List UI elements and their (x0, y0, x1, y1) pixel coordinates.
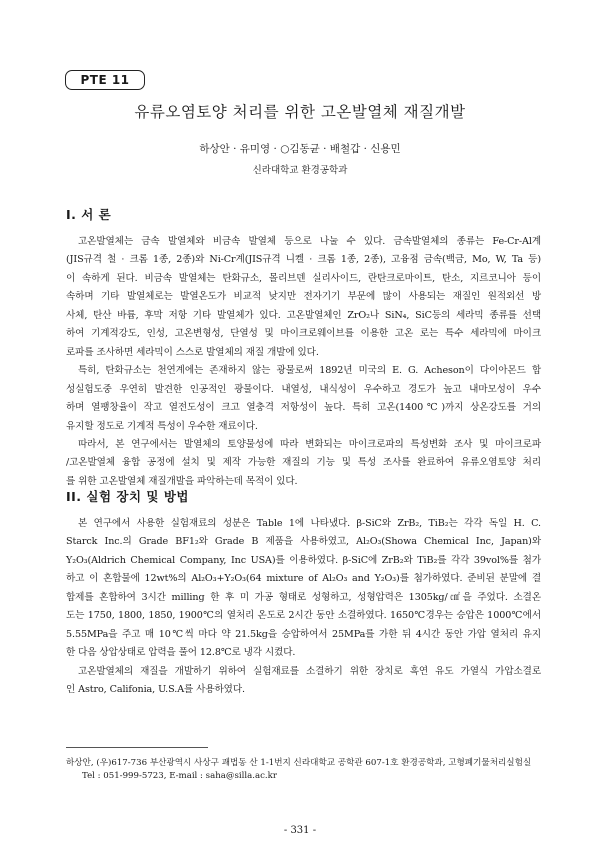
body-line: 이 속하게 된다. 비금속 발열체는 탄화규소, 몰리브덴 실리사이드, 란탄크로마이트, 탄소, 지르코니아 등이 (66, 272, 541, 284)
section-heading-introduction: I. 서 론 (66, 207, 112, 222)
author-list: 하상안 · 유미영 · ○김동균 · 배철갑 · 신용민 (199, 143, 401, 155)
body-line: 고온발열체의 재질을 개발하기 위하여 실험재료를 소결하기 위한 장치로 흑연 유도 가열식 가압소결로 (78, 665, 541, 677)
page-number: - 331 - (283, 825, 317, 836)
body-line: 특히, 탄화규소는 천연계에는 존재하지 않는 광물로써 1892년 미국의 E. G. Acheson이 다이아몬드 합 (78, 365, 541, 377)
body-line: Starck Inc.의 Grade BF1₂와 Grade B 제품을 사용하였고, Al₂O₃(Showa Chemical Inc, Japan)와 (66, 536, 541, 548)
body-line: 로파를 조사하면 세라믹이 스스로 발열체의 재질 개발에 있다. (66, 346, 319, 358)
body-line: 따라서, 본 연구에서는 발열체의 토양물성에 따라 변화되는 마이크로파의 특성변화 조사 및 마이크로파 (78, 438, 541, 450)
body-line: 합제를 혼합하여 3시간 milling 한 후 미 가공 형태로 성형하고, 성형압력은 1305kg/㎠을 주었다. 소결온 (66, 591, 541, 603)
footnote-address: 하상안, (우)617-736 부산광역시 사상구 괘법동 산 1-1번지 신라대학교 공학관 607-1호 환경공학과, 고형폐기물처리실험실 (66, 758, 532, 768)
body-line: 본 연구에서 사용한 실험재료의 성분은 Table 1에 나타냈다. β-SiC와 ZrB₂, TiB₂는 각각 독일 H. C. (78, 518, 541, 529)
body-line: 하고 이 혼합물에 12wt%의 Al₂O₃+Y₂O₃(64 mixture of Al₂O₃ and Y₂O₃)를 첨가하였다. 준비된 분말에 결 (66, 573, 541, 585)
paper-title: 유류오염토양 처리를 위한 고온발열체 재질개발 (134, 103, 466, 121)
body-line: 하여 기계적강도, 인성, 고온변형성, 단열성 및 마이크로웨이브를 이용한 고온 로는 특수 세라믹에 마이크 (66, 328, 541, 340)
affiliation: 신라대학교 환경공학과 (252, 165, 348, 176)
body-line: /고온발열체 융합 공정에 설치 및 제작 가능한 재질의 기능 및 특성 조사를 완료하여 유류오염토양 처리 (66, 457, 541, 469)
body-line: 하며 열팽창율이 작고 열전도성이 크고 열충격 저항성이 높다. 특히 고온(1400℃)까지 상온강도를 거의 (66, 402, 541, 414)
body-line: 5.55MPa을 주고 매 10℃씩 마다 약 21.5kg을 승압하여서 25MPa를 가한 뒤 4시간 동안 가압 열처리 유지 (66, 628, 541, 640)
body-line: (JIS규격 철 · 크롬 1종, 2종)와 Ni-Cr계(JIS규격 니켈 · 크롬 1종, 2종), 고융점 금속(백금, Mo, W, Ta 등) (66, 254, 541, 266)
body-line: 사체, 탄산 바륨, 후막 저항 기타 발열체가 있다. 고온발열체인 ZrO₂나 SiN₄, SiC등의 세라믹 종류를 선택 (66, 309, 541, 321)
body-line: 속하며 기타 발열체로는 발열온도가 비교적 낮지만 전자기기 부문에 많이 사용되는 재질인 원적외선 방 (66, 291, 541, 303)
body-line: 성실험도중 우연히 발견한 인공적인 광물이다. 내열성, 내식성이 우수하고 경도가 높고 내마모성이 우수 (66, 383, 541, 395)
body-line: 고온발열체는 금속 발열체와 비금속 발열체 등으로 나눌 수 있다. 금속발열체의 종류는 Fe-Cr-Al계 (78, 236, 541, 247)
methods-body (66, 515, 541, 700)
footnote-divider (66, 747, 208, 748)
section-heading-methods: II. 실험 장치 및 방법 (66, 489, 189, 504)
body-line: 유지할 정도로 기계적 특성이 우수한 재료이다. (66, 420, 258, 432)
footnote-contact: Tel : 051-999-5723, E-mail : saha@silla.ac.kr (82, 771, 277, 781)
paper-code-badge: PTE 11 (65, 70, 145, 90)
body-line: 도는 1750, 1800, 1850, 1900℃의 열처리 온도로 2시간 동안 소결하였다. 1650℃경우는 승압은 1000℃에서 (66, 610, 541, 622)
body-line: 를 위한 고온발열체 재질개발을 파악하는데 목적이 있다. (66, 475, 298, 487)
introduction-body (66, 233, 541, 491)
body-line: Y₂O₃(Aldrich Chemical Company, Inc USA)를 이용하였다. β-SiC에 ZrB₂와 TiB₂를 각각 39vol%를 첨가 (66, 554, 541, 566)
body-line: 한 다음 상압상태로 압력을 풀어 12.8℃로 냉각 시켰다. (66, 647, 296, 659)
body-line: 인 Astro, Califonia, U.S.A를 사용하였다. (66, 684, 245, 696)
